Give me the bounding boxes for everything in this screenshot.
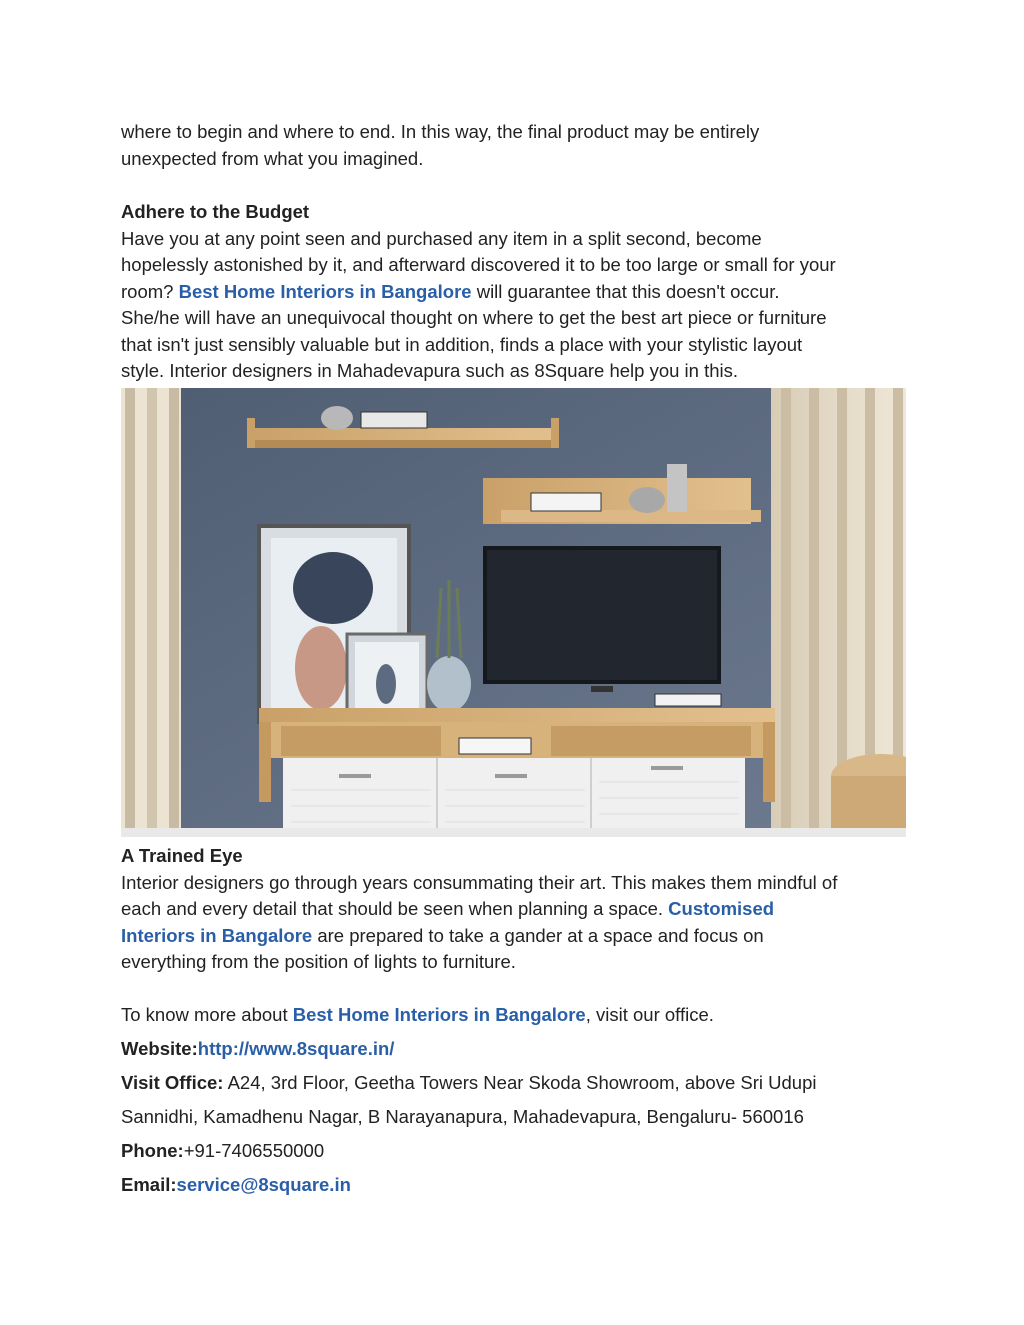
office-label: Visit Office: — [121, 1072, 224, 1093]
trained-eye-line — [121, 923, 911, 950]
office-address-line1: A24, 3rd Floor, Geetha Towers Near Skoda Showroom, above Sri Udupi — [223, 1072, 817, 1093]
trained-eye-heading: A Trained Eye — [121, 845, 243, 866]
budget-line: hopelessly astonished by it, and afterward discovered it to be too large or small for your — [121, 254, 836, 275]
intro-line: where to begin and where to end. In this way, the final product may be entirely — [121, 121, 760, 142]
office-row — [121, 1066, 911, 1100]
customised-interiors-link[interactable]: Customised — [668, 898, 775, 919]
budget-line-text: room? — [121, 280, 179, 302]
budget-line: Have you at any point seen and purchased any item in a split second, become — [121, 227, 762, 249]
budget-line: She/he will have an unequivocal thought on where to get the best art piece or furniture — [121, 307, 827, 328]
customised-interiors-link-cont[interactable]: Interiors in Bangalore — [121, 924, 313, 946]
closing-line — [121, 1002, 911, 1029]
phone-value: +91-7406550000 — [183, 1140, 325, 1161]
budget-line-text: will guarantee that this doesn't occur. — [471, 280, 780, 302]
best-home-interiors-link[interactable]: Best Home Interiors in Bangalore — [178, 280, 472, 302]
trained-eye-section — [121, 843, 911, 976]
phone-label: Phone: — [121, 1140, 184, 1161]
best-home-interiors-link-2[interactable]: Best Home Interiors in Bangalore — [292, 1004, 586, 1025]
email-link[interactable]: service@8square.in — [176, 1174, 351, 1195]
office-address-line2: Sannidhi, Kamadhenu Nagar, B Narayanapura, Mahadevapura, Bengaluru- 560016 — [121, 1106, 804, 1127]
budget-line — [121, 279, 911, 306]
website-link[interactable]: http://www.8square.in/ — [197, 1038, 395, 1059]
trained-eye-line — [121, 896, 911, 923]
trained-eye-line: Interior designers go through years consummating their art. This makes them mindful of — [121, 871, 838, 893]
budget-line: that isn't just sensibly valuable but in addition, finds a place with your stylistic layout — [121, 333, 803, 355]
phone-row — [121, 1134, 911, 1168]
budget-heading: Adhere to the Budget — [121, 201, 310, 222]
closing-text: , visit our office. — [585, 1004, 714, 1025]
tv-unit-photo — [121, 388, 906, 837]
intro-line: unexpected from what you imagined. — [121, 147, 424, 169]
budget-section — [121, 199, 911, 385]
budget-line: style. Interior designers in Mahadevapura such as 8Square help you in this. — [121, 360, 739, 381]
website-row — [121, 1032, 911, 1066]
website-label: Website: — [121, 1038, 198, 1059]
closing-text: To know more about — [121, 1004, 293, 1025]
trained-eye-line-text: each and every detail that should be seen when planning a space. — [121, 898, 669, 919]
contact-block — [121, 1032, 911, 1202]
trained-eye-line-text: are prepared to take a gander at a space and focus on — [312, 924, 764, 946]
email-label: Email: — [121, 1174, 177, 1195]
email-row — [121, 1168, 911, 1202]
intro-paragraph — [121, 119, 911, 172]
trained-eye-line: everything from the position of lights to furniture. — [121, 951, 516, 972]
